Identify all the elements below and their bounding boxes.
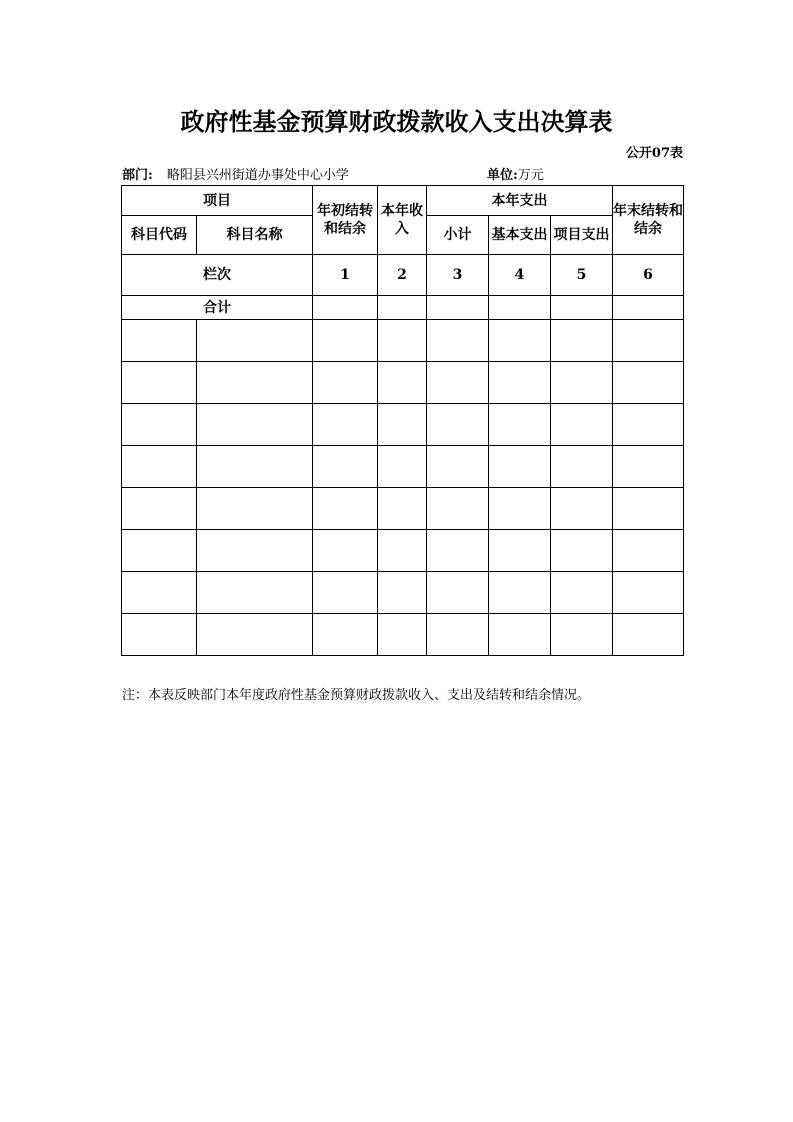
table-cell bbox=[489, 488, 551, 530]
table-cell bbox=[551, 572, 613, 614]
table-cell bbox=[551, 614, 613, 656]
table-cell bbox=[489, 614, 551, 656]
table-cell bbox=[551, 488, 613, 530]
table-row bbox=[122, 446, 684, 488]
table-cell bbox=[313, 572, 378, 614]
table-cell bbox=[489, 446, 551, 488]
column-index-6: 6 bbox=[613, 255, 684, 296]
table-cell bbox=[613, 362, 684, 404]
table-cell bbox=[613, 320, 684, 362]
table-cell bbox=[197, 530, 313, 572]
table-cell bbox=[427, 572, 489, 614]
table-cell bbox=[551, 320, 613, 362]
table-cell bbox=[378, 488, 427, 530]
header-begin-balance: 年初结转和结余 bbox=[313, 186, 378, 255]
header-expenditure: 本年支出 bbox=[427, 186, 613, 216]
table-cell bbox=[378, 446, 427, 488]
table-row bbox=[122, 362, 684, 404]
column-index-5: 5 bbox=[551, 255, 613, 296]
header-subject-name: 科目名称 bbox=[197, 216, 313, 255]
table-cell bbox=[551, 530, 613, 572]
table-cell bbox=[313, 614, 378, 656]
column-index-3: 3 bbox=[427, 255, 489, 296]
table-cell bbox=[197, 488, 313, 530]
table-row bbox=[122, 614, 684, 656]
table-cell bbox=[122, 530, 197, 572]
table-cell bbox=[378, 320, 427, 362]
table-cell bbox=[378, 362, 427, 404]
table-cell bbox=[122, 572, 197, 614]
total-cell bbox=[489, 296, 551, 320]
table-cell bbox=[197, 446, 313, 488]
table-cell bbox=[313, 362, 378, 404]
table-cell bbox=[427, 530, 489, 572]
form-code: 公开07表 bbox=[625, 146, 683, 161]
column-index-label: 栏次 bbox=[122, 255, 313, 296]
table-row bbox=[122, 320, 684, 362]
total-label: 合计 bbox=[122, 296, 313, 320]
table-cell bbox=[313, 488, 378, 530]
header-project-exp: 项目支出 bbox=[551, 216, 613, 255]
table-cell bbox=[489, 572, 551, 614]
table-cell bbox=[551, 446, 613, 488]
table-cell bbox=[122, 488, 197, 530]
table-cell bbox=[378, 404, 427, 446]
table-cell bbox=[613, 572, 684, 614]
table-cell bbox=[551, 404, 613, 446]
table-cell bbox=[489, 320, 551, 362]
table-cell bbox=[427, 320, 489, 362]
table-cell bbox=[613, 446, 684, 488]
table-cell bbox=[427, 404, 489, 446]
table-cell bbox=[613, 404, 684, 446]
total-cell bbox=[313, 296, 378, 320]
footnote: 注：本表反映部门本年度政府性基金预算财政拨款收入、支出及结转和结余情况。 bbox=[122, 688, 591, 703]
unit-label: 单位: bbox=[487, 168, 518, 183]
table-cell bbox=[313, 446, 378, 488]
table-cell bbox=[427, 488, 489, 530]
table-cell bbox=[378, 614, 427, 656]
table-cell bbox=[122, 404, 197, 446]
unit-value: 万元 bbox=[517, 168, 544, 183]
total-cell bbox=[613, 296, 684, 320]
table-cell bbox=[197, 320, 313, 362]
column-index-1: 1 bbox=[313, 255, 378, 296]
table-cell bbox=[489, 404, 551, 446]
table-cell bbox=[551, 362, 613, 404]
table-cell bbox=[197, 404, 313, 446]
column-index-row bbox=[122, 255, 684, 296]
table-row bbox=[122, 488, 684, 530]
table-cell bbox=[313, 530, 378, 572]
table-cell bbox=[613, 614, 684, 656]
column-index-2: 2 bbox=[378, 255, 427, 296]
table-cell bbox=[378, 530, 427, 572]
table-cell bbox=[122, 614, 197, 656]
header-row-1 bbox=[122, 186, 684, 216]
header-subject-code: 科目代码 bbox=[122, 216, 197, 255]
total-cell bbox=[378, 296, 427, 320]
unit-line bbox=[487, 164, 544, 183]
header-end-balance: 年末结转和结余 bbox=[613, 186, 684, 255]
total-cell bbox=[551, 296, 613, 320]
table-cell bbox=[197, 614, 313, 656]
table-cell bbox=[489, 530, 551, 572]
header-basic-exp: 基本支出 bbox=[489, 216, 551, 255]
table-cell bbox=[427, 446, 489, 488]
total-cell bbox=[427, 296, 489, 320]
table-cell bbox=[122, 446, 197, 488]
department-line bbox=[122, 164, 349, 183]
table-cell bbox=[313, 320, 378, 362]
table-cell bbox=[613, 530, 684, 572]
table-cell bbox=[197, 362, 313, 404]
table-cell bbox=[378, 572, 427, 614]
table-cell bbox=[197, 572, 313, 614]
page-title: 政府性基金预算财政拨款收入支出决算表 bbox=[180, 107, 613, 136]
table-cell bbox=[427, 614, 489, 656]
total-row bbox=[122, 296, 684, 320]
budget-table bbox=[121, 185, 684, 656]
department-label: 部门: bbox=[122, 168, 153, 183]
column-index-4: 4 bbox=[489, 255, 551, 296]
header-subtotal: 小计 bbox=[427, 216, 489, 255]
table-cell bbox=[489, 362, 551, 404]
table-cell bbox=[122, 362, 197, 404]
department-value: 略阳县兴州街道办事处中心小学 bbox=[166, 168, 349, 183]
header-item: 项目 bbox=[122, 186, 313, 216]
table-cell bbox=[427, 362, 489, 404]
table-cell bbox=[122, 320, 197, 362]
table-cell bbox=[313, 404, 378, 446]
table-row bbox=[122, 572, 684, 614]
header-income: 本年收入 bbox=[378, 186, 427, 255]
table-row bbox=[122, 404, 684, 446]
table-cell bbox=[613, 488, 684, 530]
table-row bbox=[122, 530, 684, 572]
